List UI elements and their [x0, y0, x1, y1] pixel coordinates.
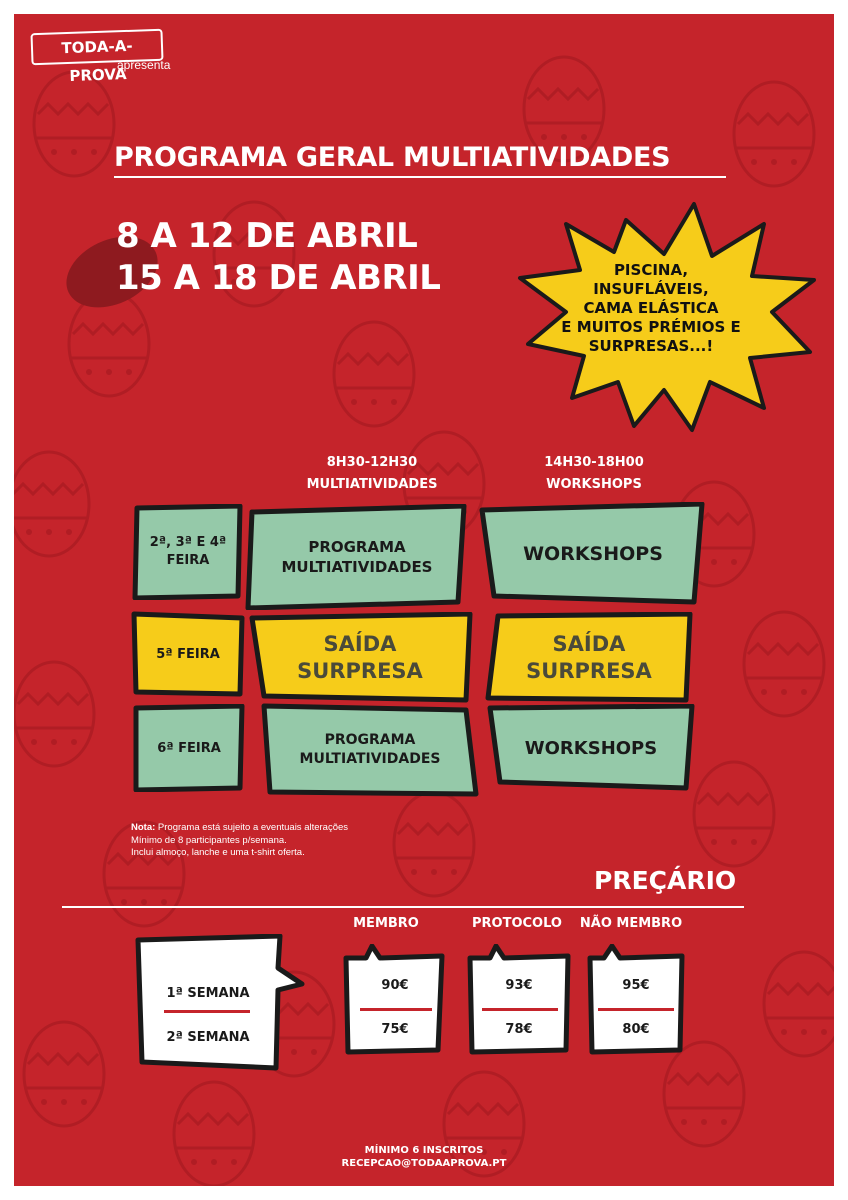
column-label: WORKSHOPS	[546, 477, 642, 492]
date-range-1: 8 A 12 DE ABRIL	[116, 216, 418, 256]
activity-label: PROGRAMA	[324, 732, 416, 748]
schedule-cell-afternoon	[486, 704, 696, 792]
schedule-cell-afternoon	[478, 502, 708, 606]
column-header-afternoon	[504, 452, 684, 496]
price-week1: 90€	[381, 978, 409, 993]
week-label: 2ª SEMANA	[166, 1030, 250, 1045]
day-cell	[130, 610, 246, 698]
activity-label: WORKSHOPS	[523, 543, 663, 565]
day-cell	[132, 704, 246, 792]
activity-label: SURPRESA	[297, 659, 423, 683]
weeks-speech-box	[134, 934, 308, 1072]
price-week1: 93€	[505, 978, 533, 993]
column-time: 8H30-12H30	[326, 455, 418, 470]
day-label: FEIRA	[166, 553, 210, 568]
tier-header: PROTOCOLO	[472, 916, 562, 931]
schedule-cell-morning	[244, 504, 470, 610]
poster	[14, 14, 834, 1186]
activity-label: MULTIATIVIDADES	[281, 558, 433, 576]
price-week1: 95€	[622, 978, 650, 993]
minimum-enrollment: MÍNIMO 6 INSCRITOS	[364, 1145, 484, 1156]
highlight-line: SURPRESAS...!	[588, 337, 714, 355]
schedule-cell-morning	[260, 702, 480, 798]
highlight-line: INSUFLÁVEIS,	[593, 280, 709, 298]
pricing-underline	[62, 906, 744, 908]
footer	[14, 1144, 834, 1170]
page-title: PROGRAMA GERAL MULTIATIVIDADES	[114, 142, 671, 173]
pricing-title: PREÇÁRIO	[594, 866, 737, 895]
event-dates	[116, 215, 440, 299]
price-week2: 75€	[381, 1022, 409, 1037]
day-label: 5ª FEIRA	[156, 646, 220, 662]
highlight-line: CAMA ELÁSTICA	[583, 299, 719, 317]
highlight-line: E MUITOS PRÉMIOS E	[561, 318, 741, 336]
schedule-cell-morning	[246, 612, 474, 704]
column-label: MULTIATIVIDADES	[306, 477, 438, 492]
highlight-text	[551, 261, 751, 356]
tier-price-box	[464, 944, 574, 1056]
logo-subtitle: apresenta	[117, 58, 171, 72]
note-line: Programa está sujeito a eventuais alterações	[157, 822, 349, 833]
title-underline	[114, 176, 726, 178]
tier-price-box	[584, 944, 688, 1056]
tier-price-box	[340, 944, 450, 1056]
day-label: 6ª FEIRA	[157, 740, 221, 756]
activity-label: MULTIATIVIDADES	[299, 751, 441, 767]
highlight-line: PISCINA,	[613, 261, 689, 279]
day-cell	[132, 504, 244, 600]
activity-label: WORKSHOPS	[524, 737, 658, 759]
contact-email[interactable]: RECEPCAO@TODAAPROVA.PT	[341, 1158, 507, 1169]
notes-label: Nota:	[131, 822, 156, 833]
activity-label: PROGRAMA	[308, 538, 406, 556]
note-line: Mínimo de 8 participantes p/semana.	[131, 834, 287, 846]
activity-label: SAÍDA	[552, 632, 626, 656]
day-label: 2ª, 3ª E 4ª	[149, 535, 227, 550]
tier-header: MEMBRO	[353, 916, 419, 931]
date-range-2: 15 A 18 DE ABRIL	[116, 258, 441, 298]
note-line: Inclui almoço, lanche e uma t-shirt oferta.	[131, 847, 305, 858]
activity-label: SAÍDA	[323, 632, 397, 656]
logo: TODA-A-PROVA	[30, 29, 163, 66]
tier-header: NÃO MEMBRO	[579, 916, 683, 931]
week-label: 1ª SEMANA	[166, 986, 250, 1001]
price-week2: 80€	[622, 1022, 650, 1037]
column-header-morning	[282, 452, 462, 496]
activity-label: SURPRESA	[526, 659, 652, 683]
notes	[131, 822, 348, 860]
schedule-cell-afternoon	[484, 612, 694, 704]
price-week2: 78€	[505, 1022, 533, 1037]
column-time: 14H30-18H00	[544, 455, 644, 470]
